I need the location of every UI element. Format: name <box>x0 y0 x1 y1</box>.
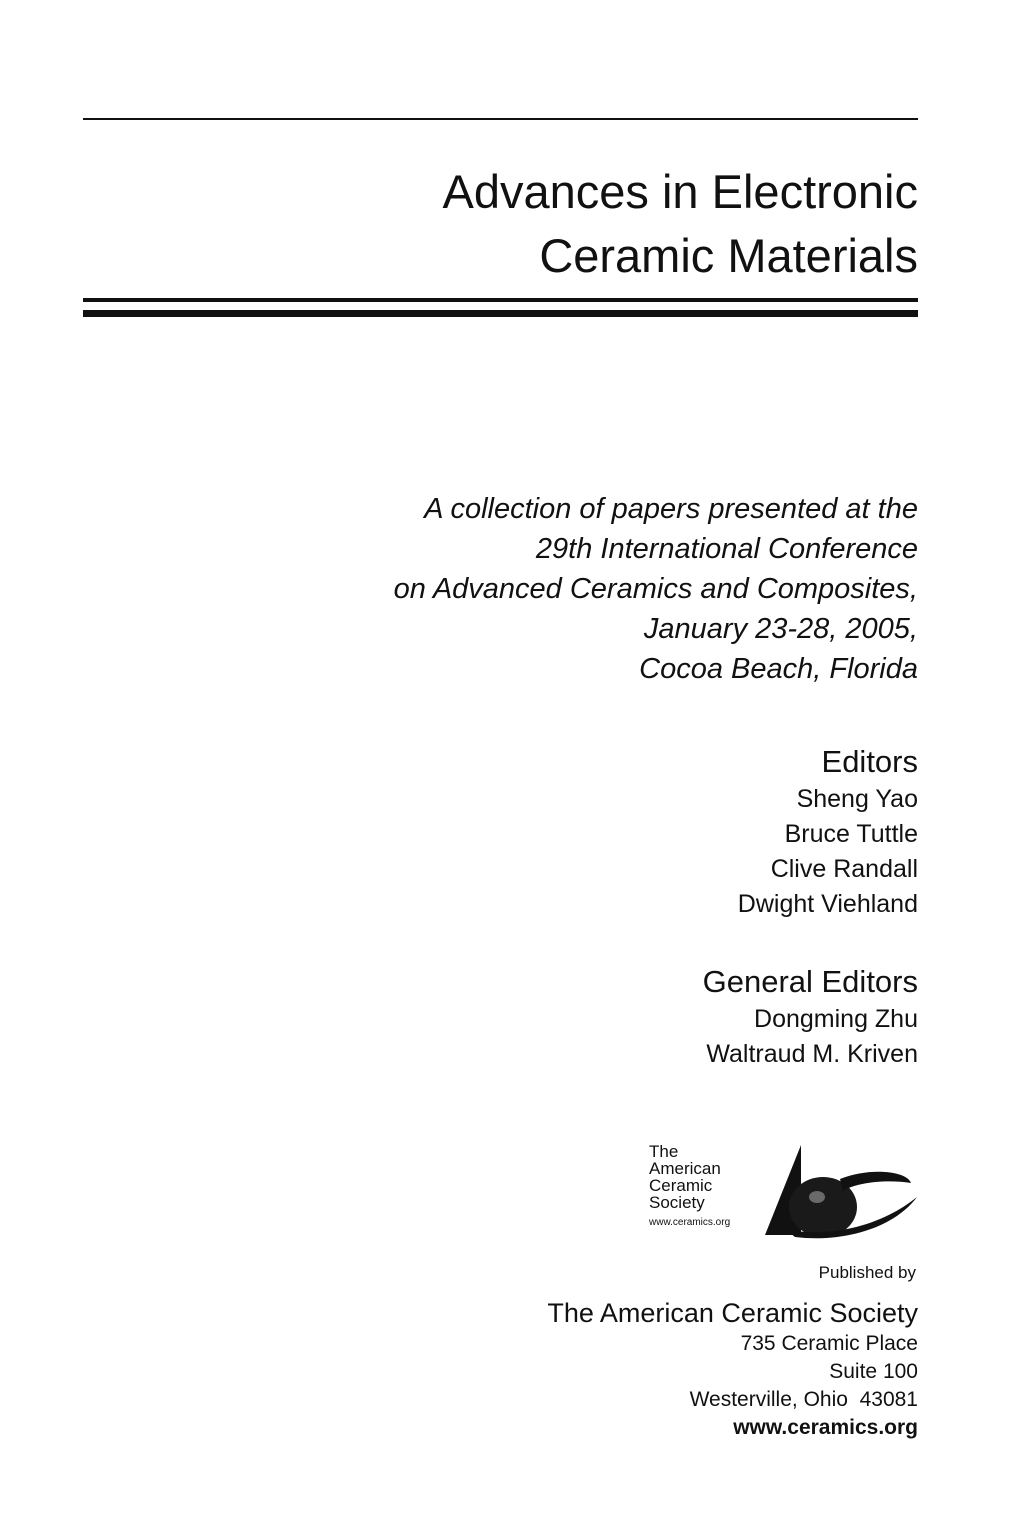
editor-name: Dwight Viehland <box>737 890 918 918</box>
publisher-address-line: Westerville, Ohio 43081 <box>689 1388 918 1411</box>
subtitle-line-5: Cocoa Beach, Florida <box>639 653 918 685</box>
subtitle-line-3: on Advanced Ceramics and Composites, <box>393 573 918 605</box>
subtitle-line-2: 29th International Conference <box>535 533 918 565</box>
subtitle-line-1: A collection of papers presented at the <box>424 493 918 525</box>
logo-text-american: American <box>649 1159 721 1178</box>
publisher-address-line: Suite 100 <box>829 1360 918 1383</box>
publisher-name: The American Ceramic Society <box>547 1298 918 1328</box>
acers-logo-icon <box>645 1137 920 1242</box>
editor-name: Sheng Yao <box>796 785 918 813</box>
editors-section <box>738 742 918 922</box>
title-line-2: Ceramic Materials <box>539 229 918 282</box>
publisher-block <box>547 1296 918 1442</box>
general-editors-heading: General Editors <box>702 964 918 999</box>
publisher-address-line: 735 Ceramic Place <box>740 1332 918 1355</box>
book-title <box>443 160 918 288</box>
title-rule-thin <box>83 298 918 302</box>
general-editor-name: Dongming Zhu <box>754 1005 918 1033</box>
conference-description <box>394 489 918 689</box>
subtitle-line-4: January 23-28, 2005, <box>643 613 918 645</box>
logo-text-the: The <box>649 1142 679 1161</box>
logo-swoosh <box>840 1172 911 1191</box>
logo-text-ceramic: Ceramic <box>649 1176 713 1195</box>
editors-heading: Editors <box>821 744 918 779</box>
top-rule <box>83 118 918 120</box>
logo-globe-highlight <box>809 1191 825 1203</box>
general-editor-name: Waltraud M. Kriven <box>706 1040 918 1068</box>
title-rule-thick <box>83 310 918 317</box>
logo-text-url: www.ceramics.org <box>649 1217 731 1228</box>
editor-name: Bruce Tuttle <box>784 820 918 848</box>
editor-name: Clive Randall <box>770 855 918 883</box>
title-line-1: Advances in Electronic <box>442 165 918 218</box>
acers-logo <box>645 1137 920 1242</box>
published-by-label: Published by <box>818 1263 916 1282</box>
general-editors-section <box>703 962 918 1072</box>
logo-text-society: Society <box>649 1193 705 1212</box>
publisher-website: www.ceramics.org <box>733 1416 918 1439</box>
